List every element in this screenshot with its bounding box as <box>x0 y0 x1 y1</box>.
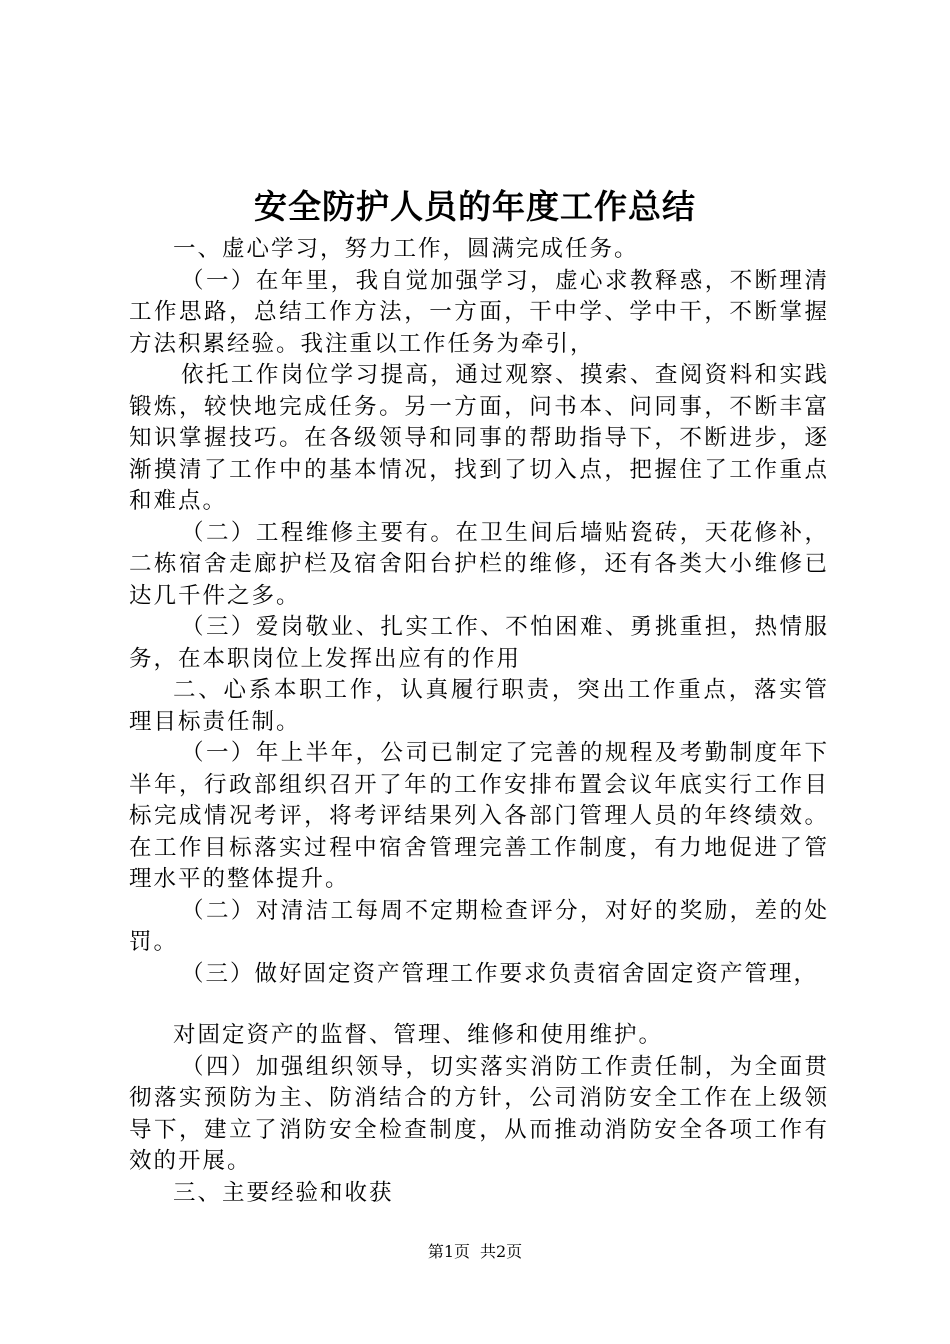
paragraph-1-1-continued: 依托工作岗位学习提高，通过观察、摸索、查阅资料和实践锻炼，较快地完成任务。另一方面，问书本、问同事，不断丰富知识掌握技巧。在各级领导和同事的帮助指导下，不断进步，逐渐摸清了工作中的基本情况，找到了切入点，把握住了工作重点和难点。 <box>129 362 829 514</box>
paragraph-2-3-continued: 对固定资产的监督、管理、维修和使用维护。 <box>173 1022 664 1048</box>
document-title: 安全防护人员的年度工作总结 <box>254 187 696 226</box>
section-heading-2: 二、心系本职工作，认真履行职责，突出工作重点，落实管理目标责任制。 <box>129 677 829 735</box>
paragraph-2-4: （四）加强组织领导，切实落实消防工作责任制，为全面贯彻落实预防为主、防消结合的方针，公司消防安全工作在上级领导下，建立了消防安全检查制度，从而推动消防安全各项工作有效的开展。 <box>129 1053 829 1174</box>
page-number-total: 共2页 <box>480 1242 523 1261</box>
page-footer <box>0 1240 950 1264</box>
paragraph-2-3: （三）做好固定资产管理工作要求负责宿舍固定资产管理， <box>181 960 819 987</box>
paragraph-2-1: （一）年上半年，公司已制定了完善的规程及考勤制度年下半年，行政部组织召开了年的工作安排布置会议年底实行工作目标完成情况考评，将考评结果列入各部门管理人员的年终绩效。在工作目标落实过程中宿舍管理完善工作制度，有力地促进了管理水平的整体提升。 <box>129 740 829 892</box>
section-heading-3: 三、主要经验和收获 <box>173 1179 394 1206</box>
page-number-current: 第1页 <box>427 1242 470 1261</box>
paragraph-1-2: （二）工程维修主要有。在卫生间后墙贴瓷砖，天花修补，二栋宿舍走廊护栏及宿舍阳台护栏的维修，还有各类大小维修已达几千件之多。 <box>129 519 829 609</box>
document-body <box>129 234 829 1209</box>
paragraph-2-2: （二）对清洁工每周不定期检查评分，对好的奖励，差的处罚。 <box>129 897 829 955</box>
section-heading-1: 一、虚心学习，努力工作，圆满完成任务。 <box>173 236 639 262</box>
paragraph-1-1: （一）在年里，我自觉加强学习，虚心求教释惑，不断理清工作思路，总结工作方法，一方面，干中学、学中干，不断掌握方法积累经验。我注重以工作任务为牵引， <box>129 267 829 357</box>
paragraph-1-3: （三）爱岗敬业、扎实工作、不怕困难、勇挑重担，热情服务，在本职岗位上发挥出应有的作用 <box>129 614 829 672</box>
